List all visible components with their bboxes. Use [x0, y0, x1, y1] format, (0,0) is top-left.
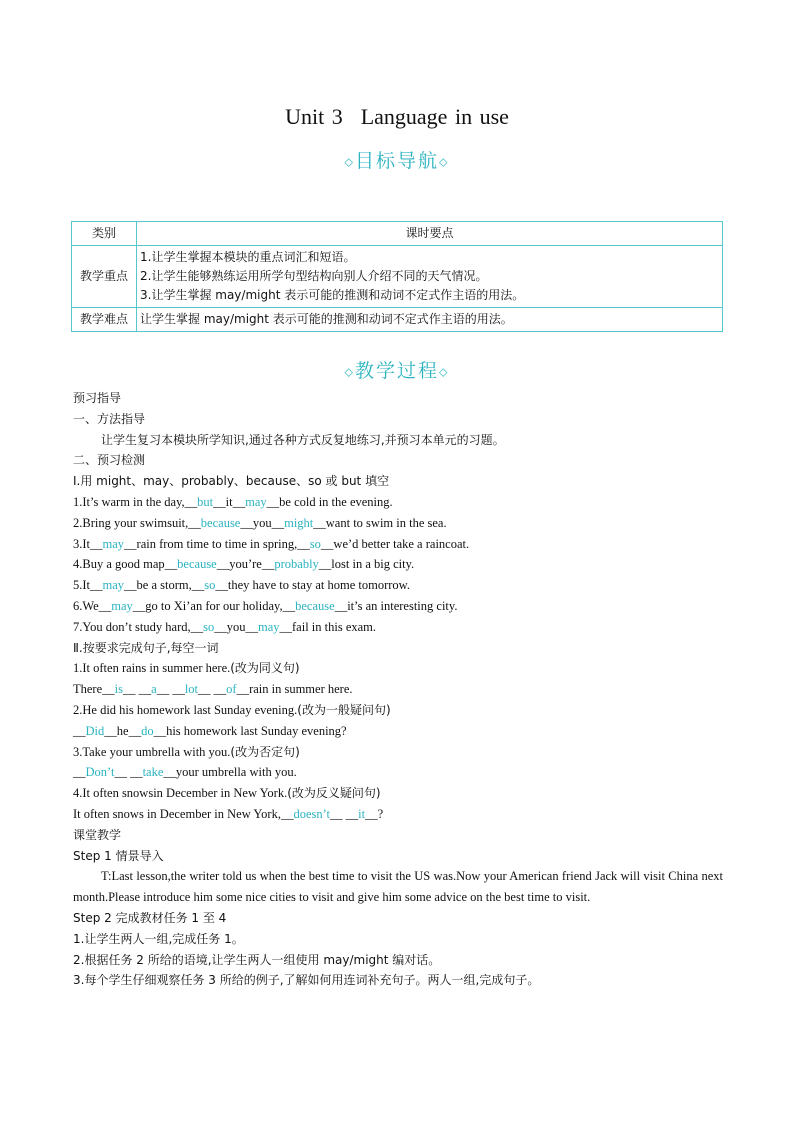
answer: because	[200, 515, 241, 530]
table-cell	[137, 246, 723, 308]
answer: probably	[274, 557, 319, 572]
step2-item: 3.每个学生仔细观察任务 3 所给的例子,了解如何用连词补充句子。两人一组,完成句子。	[73, 973, 540, 988]
method-text: 让学生复习本模块所学知识,通过各种方式反复地练习,并预习本单元的习题。	[101, 432, 505, 447]
question-line: 1.It often rains in summer here.(改为同义句)	[73, 661, 300, 676]
answer: Did	[85, 723, 105, 738]
answer: may	[245, 494, 267, 509]
answer: so	[203, 619, 215, 634]
diamond-icon: ◇	[439, 365, 450, 379]
table-row	[72, 308, 723, 332]
answer: may	[102, 536, 125, 551]
unit-number: Unit 3	[285, 104, 343, 129]
part1-heading: Ⅰ.用 might、may、probably、because、so 或 but 填空	[73, 474, 390, 489]
table-category: 教学重点	[72, 246, 137, 308]
table-item: 3.让学生掌握 may/might 表示可能的推测和动词不定式作主语的用法。	[140, 288, 525, 302]
answer: might	[284, 515, 314, 530]
question-line: 2.He did his homework last Sunday evening.(改为一般疑问句)	[73, 702, 391, 717]
section-heading-process	[0, 356, 794, 383]
answer: because	[177, 557, 217, 572]
answer-line: It often snows in December in New York,__doesn’t__ __it__?	[73, 806, 384, 821]
answer: may	[102, 578, 125, 593]
answer: a	[151, 682, 157, 697]
step2-item: 2.根据任务 2 所给的语境,让学生两人一组使用 may/might 编对话。	[73, 952, 441, 967]
answer-line: There__is__ __a__ __lot__ __of__rain in summer here.	[73, 682, 353, 697]
answer: because	[295, 598, 335, 613]
question-line: 4.It often snowsin December in New York.(改为反义疑问句)	[73, 786, 381, 801]
page-title	[0, 104, 794, 130]
exercise-line: 3.It__may__rain from time to time in spring,__so__we’d better take a raincoat.	[73, 536, 470, 551]
exercise-line: 5.It__may__be a storm,__so__they have to stay at home tomorrow.	[73, 578, 411, 593]
table-header: 课时要点	[137, 222, 723, 246]
answer: take	[142, 765, 164, 780]
exercise-line: 2.Bring your swimsuit,__because__you__might__want to swim in the sea.	[73, 515, 447, 530]
answer: so	[309, 536, 321, 551]
answer: so	[204, 578, 216, 593]
objectives-table	[71, 221, 723, 332]
table-header: 类别	[72, 222, 137, 246]
step1-heading: Step 1 情景导入	[73, 848, 164, 863]
table-row	[72, 246, 723, 308]
answer: is	[114, 682, 123, 697]
heading-method: 一、方法指导	[73, 411, 146, 426]
section-heading-objectives	[0, 146, 794, 173]
answer-line: __Don’t__ __take__your umbrella with you.	[73, 765, 297, 780]
section-title: 教学过程	[354, 360, 439, 382]
step2-heading: Step 2 完成教材任务 1 至 4	[73, 910, 227, 925]
step1-paragraph: T:Last lesson,the writer told us when the best time to visit the US was.Now your American friend Jack will visit China next month.Please introduce him some nice cities to visit and give him some advice on the best time to visit.	[73, 869, 723, 905]
heading-check: 二、预习检测	[73, 453, 146, 468]
answer: but	[197, 494, 214, 509]
exercise-line: 4.Buy a good map__because__you’re__probably__lost in a big city.	[73, 557, 415, 572]
table-item: 1.让学生掌握本模块的重点词汇和短语。	[140, 250, 356, 264]
answer: lot	[184, 682, 199, 697]
diamond-icon: ◇	[344, 155, 355, 169]
table-item: 让学生掌握 may/might 表示可能的推测和动词不定式作主语的用法。	[140, 312, 513, 326]
part2-heading: Ⅱ.按要求完成句子,每空一词	[73, 640, 219, 655]
heading-class: 课堂教学	[73, 827, 122, 842]
exercise-line: 6.We__may__go to Xi’an for our holiday,__because__it’s an interesting city.	[73, 598, 458, 613]
table-header-row	[72, 222, 723, 246]
table-item: 2.让学生能够熟练运用所学句型结构向别人介绍不同的天气情况。	[140, 269, 488, 283]
document-body	[73, 388, 723, 991]
diamond-icon: ◇	[344, 365, 355, 379]
heading-preview: 预习指导	[73, 391, 122, 405]
answer: of	[226, 682, 237, 697]
exercise-line: 1.It’s warm in the day,__but__it__may__be cold in the evening.	[73, 494, 393, 509]
answer: do	[141, 723, 154, 738]
answer: doesn’t	[293, 806, 331, 821]
answer: may	[111, 598, 133, 613]
diamond-icon: ◇	[439, 155, 450, 169]
step2-item: 1.让学生两人一组,完成任务 1。	[73, 931, 244, 946]
table-category: 教学难点	[72, 308, 137, 332]
question-line: 3.Take your umbrella with you.(改为否定句)	[73, 744, 300, 759]
exercise-line: 7.You don’t study hard,__so__you__may__fail in this exam.	[73, 619, 377, 634]
unit-name: Language in use	[360, 104, 509, 129]
section-title: 目标导航	[354, 150, 439, 172]
answer: Don’t	[85, 765, 115, 780]
table-cell	[137, 308, 723, 332]
answer: may	[257, 619, 280, 634]
answer: it	[358, 806, 366, 821]
answer-line: __Did__he__do__his homework last Sunday evening?	[73, 723, 347, 738]
